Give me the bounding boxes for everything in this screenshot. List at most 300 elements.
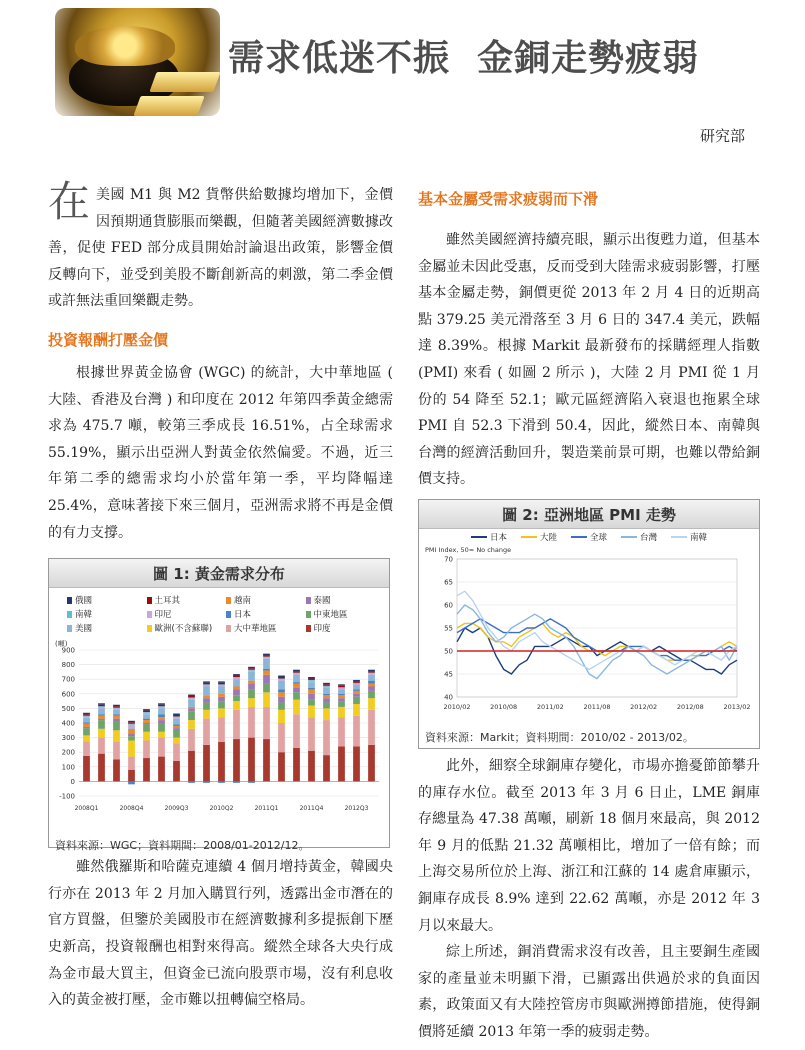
bar-segment [233, 701, 240, 710]
bar-segment [353, 746, 360, 781]
bar-segment [128, 721, 135, 722]
y-tick-label: 70 [444, 555, 453, 564]
bar-segment [248, 668, 255, 669]
bar-segment [263, 675, 270, 684]
bar-segment [173, 728, 180, 729]
bar-segment [113, 719, 120, 722]
bar-segment [188, 698, 195, 699]
figure-2-source: 資料來源：Markit；資料期間：2010/02 - 2013/02。 [425, 730, 694, 744]
bar-segment [203, 687, 210, 696]
bar-segment [218, 683, 225, 684]
bar-segment [338, 717, 345, 746]
bar-segment [293, 671, 300, 672]
bar-segment [308, 694, 315, 700]
bar-segment [128, 722, 135, 723]
bar-segment [128, 725, 135, 728]
bar-segment [248, 684, 255, 690]
bar-segment [203, 703, 210, 710]
legend-label: 泰國 [313, 596, 331, 607]
bar-segment [188, 720, 195, 729]
bar-segment [188, 698, 195, 699]
bar-segment [113, 705, 120, 706]
bar-segment [368, 687, 375, 691]
bar-segment [263, 684, 270, 693]
legend-label: 大陸 [539, 532, 557, 543]
x-tick-label: 2008Q4 [119, 805, 144, 813]
bar-segment [113, 730, 120, 742]
legend-item [671, 531, 707, 543]
bar-segment [128, 728, 135, 729]
bar-segment [293, 673, 300, 674]
legend-swatch [226, 625, 231, 632]
x-tick-label: 2008Q1 [74, 805, 99, 813]
bar-segment [278, 690, 285, 693]
bar-segment [98, 703, 105, 704]
bar-segment [323, 694, 330, 695]
department-label: 研究部 [699, 127, 745, 145]
legend-label: 日本 [489, 532, 507, 543]
bar-segment [338, 695, 345, 698]
y-tick-label: 800 [61, 661, 75, 670]
bar-segment [338, 684, 345, 685]
bar-segment [128, 741, 135, 757]
bar-segment [278, 677, 285, 678]
y-tick-label: 60 [444, 601, 453, 610]
bar-segment [143, 719, 150, 720]
bar-segment [203, 683, 210, 684]
bar-segment [338, 707, 345, 717]
x-tick-label: 2012Q3 [344, 805, 369, 813]
bar-segment [173, 725, 180, 726]
legend-item [521, 531, 557, 543]
bar-segment [368, 745, 375, 782]
legend-label: 美國 [75, 624, 93, 635]
bar-segment [278, 703, 285, 710]
y-tick-label: 900 [61, 646, 75, 655]
bar-segment [353, 697, 360, 704]
legend-item [147, 608, 221, 620]
bar-segment [83, 722, 90, 723]
legend-swatch [147, 597, 152, 604]
legend-label: 印尼 [154, 610, 172, 621]
bar-segment [308, 679, 315, 680]
legend-item [147, 594, 221, 606]
legend-label: 南韓 [690, 532, 708, 543]
bar-segment [158, 707, 165, 708]
y-tick-label: 0 [70, 778, 75, 787]
bar-segment [353, 694, 360, 697]
bar-segment [83, 714, 90, 715]
bar-segment [83, 717, 90, 718]
bar-segment [323, 688, 330, 694]
bar-segment [143, 713, 150, 714]
bar-segment [128, 782, 135, 785]
x-tick-label: 2013/02 [723, 702, 751, 711]
bar-segment [338, 690, 345, 694]
bar-segment [218, 717, 225, 742]
bar-segment [248, 698, 255, 707]
legend-swatch [147, 625, 152, 632]
y-tick-label: 40 [444, 693, 453, 702]
bar-segment [353, 690, 360, 691]
bar-segment [188, 711, 195, 720]
bar-segment [98, 738, 105, 754]
bar-segment [158, 705, 165, 706]
bar-segment [248, 672, 255, 681]
legend-item [67, 622, 141, 634]
bar-segment [188, 695, 195, 696]
bar-segment [338, 698, 345, 701]
bar-segment [218, 701, 225, 708]
bar-segment [83, 741, 90, 756]
bar-segment [83, 727, 90, 728]
bar-segment [233, 677, 240, 678]
bar-segment [188, 709, 195, 712]
bar-segment [98, 714, 105, 715]
bar-segment [368, 671, 375, 672]
bar-segment [158, 706, 165, 707]
bar-segment [263, 654, 270, 655]
bar-segment [248, 667, 255, 668]
bar-segment [173, 717, 180, 718]
bar-segment [263, 692, 270, 707]
paragraph-copper-inventory: 此外，細察全球銅庫存變化，市場亦擔憂節節攀升的庫存水位。截至 2013 年 3 月 6 日止，LME 銅庫存總量為 47.38 萬噸，刷新 18 個月來最高，與 2012 年 9 月的低點 21.32 萬噸相比，增加了一倍有餘；而上海交易所位於上海、浙江和江蘇的 14 處倉庫顯示，銅庫存成長 8.9% 達到 22.62 萬噸，亦是 2012 年 3 月以來最大。 [418, 757, 760, 934]
legend-label: 大中華地區 [234, 624, 277, 635]
bar-segment [278, 697, 285, 703]
x-tick-label: 2011/02 [536, 702, 564, 711]
bar-segment [128, 736, 135, 740]
legend-swatch [67, 625, 72, 632]
bar-segment [308, 706, 315, 718]
page-title: 需求低迷不振 金銅走勢疲弱 [228, 38, 700, 79]
y-tick-label: 100 [61, 763, 75, 772]
bar-segment [233, 674, 240, 675]
bar-segment [353, 680, 360, 681]
bar-segment [158, 717, 165, 720]
bar-segment [173, 761, 180, 781]
bar-segment [83, 728, 90, 735]
bar-segment [218, 742, 225, 781]
bar-segment [113, 716, 120, 719]
bar-segment [308, 681, 315, 682]
bar-segment [233, 695, 240, 701]
bar-segment [323, 695, 330, 698]
bar-segment [188, 700, 195, 707]
dropcap: 在 [48, 177, 91, 226]
section-heading-gold: 投資報酬打壓金價 [48, 330, 169, 349]
bar-segment [368, 673, 375, 674]
legend-line [621, 536, 637, 538]
bar-segment [248, 707, 255, 738]
figure-1-title: 圖 1: 黃金需求分布 [49, 559, 389, 588]
bar-segment [263, 657, 270, 658]
bar-segment [278, 710, 285, 723]
bar-segment [158, 757, 165, 782]
bar-segment [308, 677, 315, 678]
bar-segment [83, 756, 90, 782]
bar-segment [338, 694, 345, 695]
legend-line [471, 536, 487, 538]
bar-segment [293, 748, 300, 782]
bar-segment [293, 682, 300, 683]
bar-segment [293, 692, 300, 699]
bar-segment [338, 701, 345, 707]
bar-segment [278, 692, 285, 696]
bar-segment [218, 782, 225, 783]
legend-swatch [226, 597, 231, 604]
bar-segment [143, 709, 150, 710]
y-axis-label: PMI Index, 50= No change [425, 545, 512, 554]
bar-segment [83, 724, 90, 727]
y-tick-label: 55 [444, 624, 453, 633]
bar-segment [173, 726, 180, 727]
legend-swatch [306, 611, 311, 618]
bar-segment [143, 732, 150, 741]
bar-segment [203, 698, 210, 702]
y-tick-label: 45 [444, 670, 453, 679]
bar-segment [143, 720, 150, 723]
bar-segment [263, 655, 270, 656]
bar-segment [143, 725, 150, 732]
bar-segment [233, 678, 240, 679]
y-tick-label: 500 [61, 705, 75, 714]
bar-segment [293, 675, 300, 682]
bar-segment [113, 706, 120, 707]
bar-segment [353, 683, 360, 684]
bar-segment [248, 681, 255, 684]
legend-item [306, 622, 380, 634]
bar-segment [188, 696, 195, 697]
x-tick-label: 2011/08 [583, 702, 611, 711]
bar-segment [248, 690, 255, 699]
paragraph-copper-price: 雖然美國經濟持續亮眼，顯示出復甦力道，但基本金屬並未因此受惠，反而受到大陸需求疲弱影響，打壓基本金屬走勢，銅價更從 2013 年 2 月 4 日的近期高點 379.25 美元滑落至 3 月 6 日的 347.4 美元，跌幅達 8.39%。根據 Markit 最新發布的採購經理人指數 (PMI) 來看 ( 如圖 2 所示 )，大陸 2 月 PMI 從 1 月份的 54 降至 52.1；歐元區經濟陷入衰退也拖累全球 PMI 自 52.3 下滑到 50.4，因此，縱然日本、南韓與台灣的經濟活動回升，製造業前景可期，也難以帶給銅價支持。 [418, 232, 760, 488]
bar-segment [248, 670, 255, 671]
bar-segment [308, 690, 315, 694]
legend-label: 俄國 [75, 596, 93, 607]
legend-swatch [306, 597, 311, 604]
bar-segment [218, 685, 225, 686]
bar-segment [98, 719, 105, 720]
legend-line [521, 536, 537, 538]
bar-segment [98, 705, 105, 706]
bar-segment [293, 673, 300, 674]
bar-segment [98, 707, 105, 708]
bar-segment [158, 714, 165, 717]
legend-line [671, 536, 687, 538]
bar-segment [368, 698, 375, 710]
legend-label: 中東地區 [313, 610, 348, 621]
bar-segment [158, 738, 165, 757]
bar-segment [143, 741, 150, 759]
legend-item [226, 622, 300, 634]
legend-item [67, 608, 141, 620]
bar-segment [188, 751, 195, 782]
bar-segment [203, 684, 210, 685]
bar-segment [263, 707, 270, 739]
bar-segment [128, 770, 135, 782]
bar-segment [368, 684, 375, 687]
bar-segment [293, 670, 300, 671]
bar-segment [158, 732, 165, 738]
x-tick-label: 2011Q1 [254, 805, 279, 813]
bar-segment [368, 691, 375, 698]
bar-segment [173, 744, 180, 762]
legend-swatch [67, 611, 72, 618]
bar-segment [233, 710, 240, 739]
bar-segment [353, 684, 360, 685]
bar-segment [143, 758, 150, 781]
bar-segment [83, 736, 90, 742]
bar-segment [203, 685, 210, 686]
bar-segment [113, 708, 120, 709]
bar-segment [143, 714, 150, 718]
figure-2-title: 圖 2: 亞洲地區 PMI 走勢 [419, 500, 759, 529]
bar-segment [188, 707, 195, 708]
bar-segment [158, 709, 165, 715]
figure-1-legend [49, 588, 389, 636]
bar-segment [218, 687, 225, 694]
bar-segment [98, 709, 105, 715]
bar-segment [128, 729, 135, 733]
left-column [48, 177, 393, 1014]
bar-segment [323, 720, 330, 755]
gold-coins-shape [75, 26, 175, 66]
section-heading-base-metals: 基本金屬受需求疲弱而下滑 [418, 190, 599, 208]
bar-segment [263, 669, 270, 670]
figure-1-source: 資料來源：WGC；資料期間：2008/01-2012/12。 [55, 839, 310, 853]
bar-segment [278, 679, 285, 680]
y-tick-label: 700 [61, 675, 75, 684]
bar-segment [173, 717, 180, 718]
bar-segment [353, 691, 360, 694]
legend-item [471, 531, 507, 543]
bar-segment [368, 673, 375, 674]
bar-segment [263, 739, 270, 781]
bar-segment [338, 688, 345, 689]
bar-segment [203, 695, 210, 698]
legend-item [621, 531, 657, 543]
legend-line [571, 536, 587, 538]
bar-segment [323, 686, 330, 687]
bar-segment [218, 682, 225, 683]
bar-segment [323, 703, 330, 709]
bar-segment [323, 755, 330, 781]
legend-label: 土耳其 [154, 596, 181, 607]
bar-segment [353, 716, 360, 747]
y-tick-label: 300 [61, 734, 75, 743]
bar-segment [203, 710, 210, 719]
bar-segment [113, 714, 120, 715]
y-tick-label: 400 [61, 719, 75, 728]
bar-segment [308, 688, 315, 689]
bar-segment [173, 738, 180, 744]
figure-1-chart [49, 636, 389, 831]
bar-segment [353, 685, 360, 689]
legend-swatch [226, 611, 231, 618]
bar-segment [98, 729, 105, 738]
bar-segment [233, 676, 240, 677]
bar-segment [308, 682, 315, 688]
bar-segment [323, 709, 330, 721]
bar-segment [368, 670, 375, 671]
bar-segment [143, 723, 150, 724]
legend-item [306, 594, 380, 606]
legend-label: 台灣 [640, 532, 658, 543]
bar-segment [113, 710, 120, 714]
bar-segment [173, 729, 180, 738]
bar-segment [263, 659, 270, 669]
bar-segment [83, 713, 90, 714]
paragraph-gold-demand: 根據世界黃金協會 (WGC) 的統計，大中華地區 ( 大陸、香港及台灣 ) 和印度在 2012 年第四季黃金總需求為 475.7 噸，較第三季成長 16.51%，占全球需求 55.19%，顯示出亞洲人對黃金依然偏愛。不過，近三年第二季的總需求均小於當年第一季，平均降幅達 25.4%，意味著接下來三個月，亞洲需求將不再是金價的有力支撐。 [48, 364, 393, 541]
bar-segment [353, 682, 360, 683]
x-tick-label: 2010/08 [490, 702, 518, 711]
legend-label: 印度 [313, 624, 331, 635]
y-unit-label: (噸) [55, 640, 68, 649]
legend-item [306, 608, 380, 620]
x-tick-label: 2009Q3 [164, 805, 189, 813]
bar-segment [263, 657, 270, 658]
legend-swatch [306, 625, 311, 632]
figure-2-chart [419, 543, 759, 723]
intro-paragraph [48, 177, 393, 315]
bar-segment [278, 681, 285, 690]
bar-segment [323, 683, 330, 684]
figure-2-legend [419, 529, 759, 543]
bar-segment [203, 682, 210, 683]
bar-segment [323, 684, 330, 685]
bar-segment [98, 720, 105, 729]
bar-segment [218, 697, 225, 701]
paragraph-central-banks: 雖然俄羅斯和哈薩克連續 4 個月增持黃金，韓國央行亦在 2013 年 2 月加入購買行列，透露出金市潛在的官方買盤，但鑒於美國股市在經濟數據利多提振創下歷史新高，投資報酬也相對來得高。縱然全球各大央行成為金市最大買主，但資金已流向股票市場，沒有利息收入的黃金被打壓，金市難以扭轉偏空格局。 [48, 859, 393, 1009]
bar-segment [158, 723, 165, 732]
right-column [418, 182, 760, 1045]
bar-segment [338, 686, 345, 687]
legend-item [67, 594, 141, 606]
legend-item [226, 594, 300, 606]
legend-label: 越南 [234, 596, 252, 607]
bar-segment [128, 733, 135, 736]
gold-bar-shape [133, 96, 204, 116]
bar-segment [113, 722, 120, 731]
figure-asia-pmi [418, 499, 760, 749]
x-tick-label: 2012/02 [630, 702, 658, 711]
x-tick-label: 2010Q2 [209, 805, 234, 813]
x-tick-label: 2010/02 [443, 702, 471, 711]
y-tick-label: -100 [59, 792, 75, 801]
bar-segment [293, 684, 300, 688]
bar-segment [158, 703, 165, 704]
y-tick-label: 50 [444, 647, 453, 656]
bar-segment [143, 712, 150, 713]
bar-segment [248, 671, 255, 672]
bar-segment [143, 711, 150, 712]
legend-swatch [147, 611, 152, 618]
bar-segment [218, 684, 225, 685]
intro-text: 美國 M1 與 M2 貨幣供給數據均增加下，金價因預期通貨膨脹而樂觀，但隨著美國經濟數據改善，促使 FED 部分成員開始討論退出政策，影響金價反轉向下，並受到美股不斷創新高的刺激，第二季金價或許無法重回樂觀走勢。 [48, 187, 393, 310]
bar-segment [308, 680, 315, 681]
bar-segment [128, 757, 135, 770]
bar-segment [278, 676, 285, 677]
bar-segment [233, 782, 240, 783]
x-tick-label: 2011Q4 [299, 805, 324, 813]
bar-segment [323, 698, 330, 702]
bar-segment [233, 690, 240, 696]
legend-swatch [67, 597, 72, 604]
bar-segment [188, 729, 195, 751]
bar-segment [98, 706, 105, 707]
bar-segment [293, 700, 300, 715]
bar-segment [308, 700, 315, 706]
